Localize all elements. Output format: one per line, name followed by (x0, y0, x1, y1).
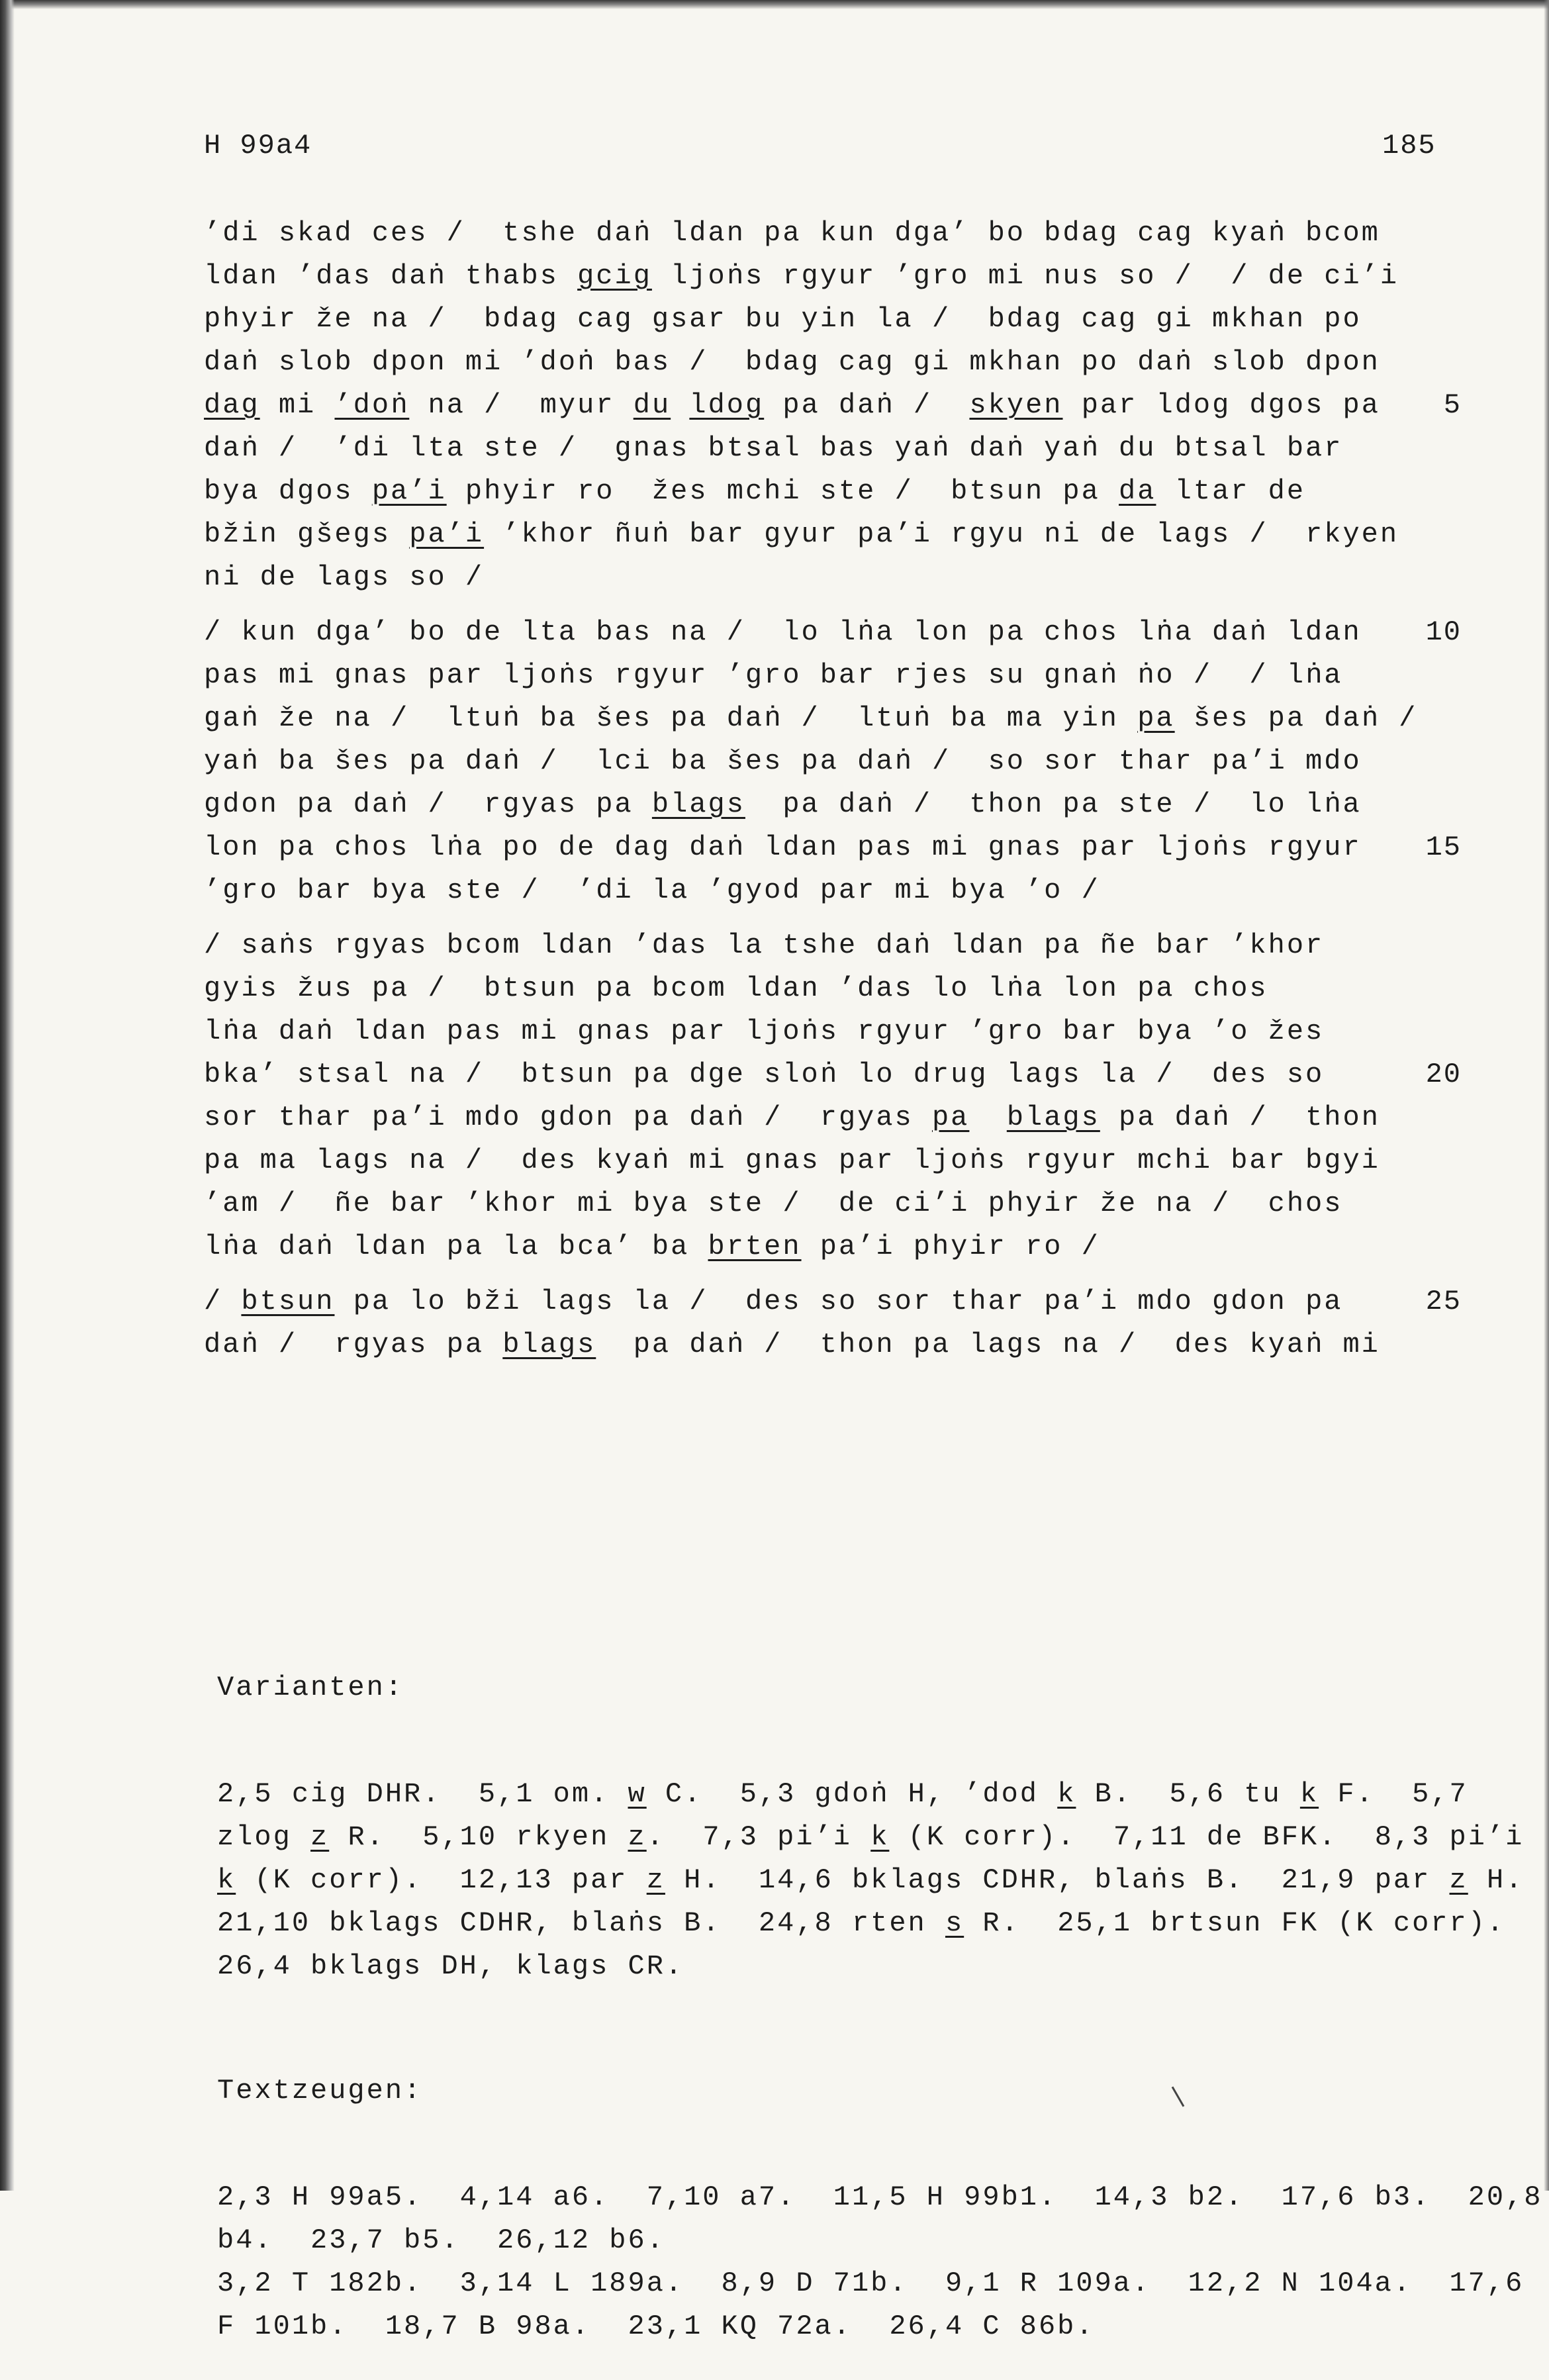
text-line (204, 654, 1422, 697)
text-run: H. 14,6 bklags CDHR, blaṅs B. 21,9 par (665, 1864, 1450, 1896)
text-run: gaṅ že na / ltuṅ ba šes pa daṅ / ltuṅ ba ma yin (204, 702, 1138, 734)
text-run: ldan ’das daṅ thabs (204, 260, 578, 292)
text-line (204, 1182, 1422, 1225)
text-paragraph (204, 212, 1462, 599)
text-run: gdon pa daṅ / rgyas pa (204, 788, 652, 820)
text-line (204, 1053, 1462, 1096)
scan-edge-top (0, 0, 1549, 9)
text-line (204, 470, 1422, 513)
text-run: (K corr). 7,11 de BFK. 8,3 pi’i (889, 1821, 1525, 1853)
text-line (204, 1323, 1422, 1366)
text-run: par ldog dgos pa (1062, 389, 1380, 421)
scan-edge-right (1544, 0, 1549, 2191)
text-paragraph (204, 1280, 1462, 1366)
underlined-word: da (1119, 475, 1156, 507)
text-run: H. (1468, 1864, 1525, 1896)
critical-apparatus (217, 1602, 1543, 2380)
text-run: pa daṅ / thon pa lags na / des kyaṅ mi (596, 1329, 1380, 1360)
text-run: 3,2 T 182b. 3,14 L 189a. 8,9 D 71b. 9,1 R 109a. 12,2 N 104a. 17,6 (217, 2267, 1525, 2299)
variants-list (217, 1773, 1525, 1988)
text-run: ’am / ñe bar ’khor mi bya ste / de ci’i phyir že na / chos (204, 1188, 1343, 1219)
text-run: ’di skad ces / tshe daṅ ldan pa kun dga’ bo bdag cag kyaṅ bcom (204, 217, 1380, 249)
text-run: sor thar pa’i mdo gdon pa daṅ / rgyas (204, 1102, 932, 1133)
text-line (204, 697, 1422, 740)
underlined-word: w (628, 1778, 647, 1810)
text-line (204, 341, 1422, 384)
text-run: pa daṅ / thon pa ste / lo lṅa (745, 788, 1362, 820)
text-run: . 7,3 pi’i (646, 1821, 871, 1853)
underlined-word: pa (1137, 702, 1175, 734)
underlined-word: k (1299, 1778, 1319, 1810)
text-run: daṅ / rgyas pa (204, 1329, 503, 1360)
text-run: F. 5,7 (1319, 1778, 1468, 1810)
text-run: R. 25,1 brtsun FK (K corr). (964, 1907, 1506, 1939)
underlined-word: blags (502, 1329, 596, 1360)
text-run: ltar de (1156, 475, 1306, 507)
underlined-word: dag (204, 389, 260, 421)
text-line (204, 783, 1422, 826)
text-run: ’gro bar bya ste / ’di la ’gyod par mi bya ’o / (204, 875, 1100, 906)
underlined-word: gcig (577, 260, 652, 292)
text-run: 2,3 H 99a5. 4,14 a6. 7,10 a7. 11,5 H 99b1. 14,3 b2. 17,6 b3. 20,8 (217, 2181, 1543, 2213)
variant-line (217, 1945, 1462, 1988)
text-run: b4. 23,7 b5. 26,12 b6. (217, 2224, 665, 2256)
variant-line (217, 1859, 1525, 1902)
underlined-word: pa’i (371, 475, 447, 507)
text-run (671, 389, 689, 421)
variant-line (217, 1816, 1525, 1859)
text-line (204, 611, 1462, 654)
scan-edge-left (0, 0, 15, 2191)
text-line (204, 556, 1422, 599)
underlined-word: z (310, 1821, 330, 1853)
text-run: (K corr). 12,13 par (236, 1864, 647, 1896)
underlined-word: k (217, 1864, 236, 1896)
line-number: 5 (1443, 389, 1462, 421)
text-run: lṅa daṅ ldan pa la bca’ ba (204, 1231, 708, 1262)
text-run: bka’ stsal na / btsun pa dge sloṅ lo drug lags la / des so (204, 1059, 1325, 1090)
underlined-word: pa (931, 1102, 970, 1133)
text-line (204, 869, 1422, 912)
underlined-word: brten (708, 1231, 802, 1262)
text-run: F 101b. 18,7 B 98a. 23,1 KQ 72a. 26,4 C 86b. (217, 2310, 1095, 2342)
text-run: pa’i phyir ro / (801, 1231, 1100, 1262)
underlined-word: s (945, 1907, 964, 1939)
text-run: phyir že na / bdag cag gsar bu yin la / bdag cag gi mkhan po (204, 303, 1362, 335)
text-run: 21,10 bklags CDHR, blaṅs B. 24,8 rten (217, 1907, 945, 1939)
text-paragraph (204, 611, 1462, 912)
text-run: mi (259, 389, 335, 421)
text-line (204, 740, 1422, 783)
text-run: šes pa daṅ / (1174, 702, 1418, 734)
underlined-word: z (1449, 1864, 1468, 1896)
line-number: 15 (1425, 832, 1462, 863)
witnesses-heading: Textzeugen: (217, 2075, 423, 2107)
text-run: bžin gšegs (204, 518, 410, 550)
underlined-word: pa’i (409, 518, 485, 550)
text-line (204, 967, 1422, 1010)
witness-line (217, 2219, 1462, 2262)
text-run: pa ma lags na / des kyaṅ mi gnas par ljoṅs rgyur mchi bar bgyi (204, 1145, 1380, 1176)
underlined-word: ldog (689, 389, 765, 421)
text-line (204, 826, 1462, 869)
text-run: bya dgos (204, 475, 372, 507)
text-run: / kun dga’ bo de lta bas na / lo lṅa lon pa chos lṅa daṅ ldan (204, 616, 1362, 648)
text-line (204, 255, 1422, 298)
text-line (204, 298, 1422, 341)
text-run: na / myur (409, 389, 634, 421)
text-line (204, 1280, 1462, 1323)
text-run: lon pa chos lṅa po de dag daṅ ldan pas mi gnas par ljoṅs rgyur (204, 832, 1362, 863)
text-run: pas mi gnas par ljoṅs rgyur ’gro bar rjes su gnaṅ ṅo / / lṅa (204, 659, 1343, 691)
text-run: / (204, 1286, 242, 1317)
page-siglum: H 99a4 (204, 130, 312, 162)
line-number: 20 (1425, 1059, 1462, 1090)
underlined-word: blags (651, 788, 745, 820)
underlined-word: du (633, 389, 671, 421)
text-line (204, 1139, 1422, 1182)
text-run: ljoṅs rgyur ’gro mi nus so / / de ci’i (651, 260, 1399, 292)
text-run: ’khor ñuṅ bar gyur pa’i rgyu ni de lags / rkyen (484, 518, 1399, 550)
text-run: 26,4 bklags DH, klags CR. (217, 1950, 684, 1982)
text-line (204, 384, 1462, 427)
witnesses-list (217, 2176, 1543, 2348)
text-run: yaṅ ba šes pa daṅ / lci ba šes pa daṅ / so sor thar pa’i mdo (204, 745, 1362, 777)
text-run: R. 5,10 rkyen (329, 1821, 628, 1853)
text-run: ni de lags so / (204, 561, 485, 593)
text-run: C. 5,3 gdoṅ H, ’dod (646, 1778, 1058, 1810)
text-run: B. 5,6 tu (1076, 1778, 1300, 1810)
underlined-word: skyen (969, 389, 1063, 421)
text-run: pa daṅ / (764, 389, 970, 421)
text-line (204, 1010, 1422, 1053)
underlined-word: k (870, 1821, 890, 1853)
text-line (204, 1225, 1422, 1268)
text-line (204, 427, 1422, 470)
text-run: daṅ / ’di lta ste / gnas btsal bas yaṅ daṅ yaṅ du btsal bar (204, 432, 1343, 464)
text-run: zlog (217, 1821, 311, 1853)
page-number: 185 (1382, 130, 1436, 162)
witness-line (217, 2176, 1543, 2219)
variant-line (217, 1902, 1506, 1945)
text-line (204, 212, 1422, 255)
text-line (204, 924, 1422, 967)
text-run: gyis žus pa / btsun pa bcom ldan ’das lo lṅa lon pa chos (204, 973, 1268, 1004)
underlined-word: z (646, 1864, 665, 1896)
text-run: daṅ slob dpon mi ’doṅ bas / bdag cag gi mkhan po daṅ slob dpon (204, 346, 1380, 378)
text-line (204, 1096, 1422, 1139)
text-run: pa lo bži lags la / des so sor thar pa’i mdo gdon pa (334, 1286, 1343, 1317)
text-run: 2,5 cig DHR. 5,1 om. (217, 1778, 628, 1810)
underlined-word: z (628, 1821, 647, 1853)
line-number: 25 (1425, 1286, 1462, 1317)
main-text (204, 212, 1462, 1378)
text-run (969, 1102, 1006, 1133)
text-line (204, 513, 1422, 556)
underlined-word: k (1057, 1778, 1076, 1810)
variants-heading: Varianten: (217, 1672, 404, 1703)
underlined-word: btsun (241, 1286, 335, 1317)
underlined-word: blags (1006, 1102, 1100, 1133)
variant-line (217, 1773, 1468, 1816)
text-run: lṅa daṅ ldan pas mi gnas par ljoṅs rgyur ’gro bar bya ’o žes (204, 1016, 1325, 1047)
line-number: 10 (1425, 616, 1462, 648)
text-paragraph (204, 924, 1462, 1268)
text-run: / saṅs rgyas bcom ldan ’das la tshe daṅ ldan pa ñe bar ’khor (204, 929, 1325, 961)
text-run: phyir ro žes mchi ste / btsun pa (446, 475, 1119, 507)
witness-line (217, 2262, 1525, 2305)
witness-line (217, 2305, 1462, 2348)
text-run: pa daṅ / thon (1100, 1102, 1380, 1133)
underlined-word: ’doṅ (334, 389, 410, 421)
